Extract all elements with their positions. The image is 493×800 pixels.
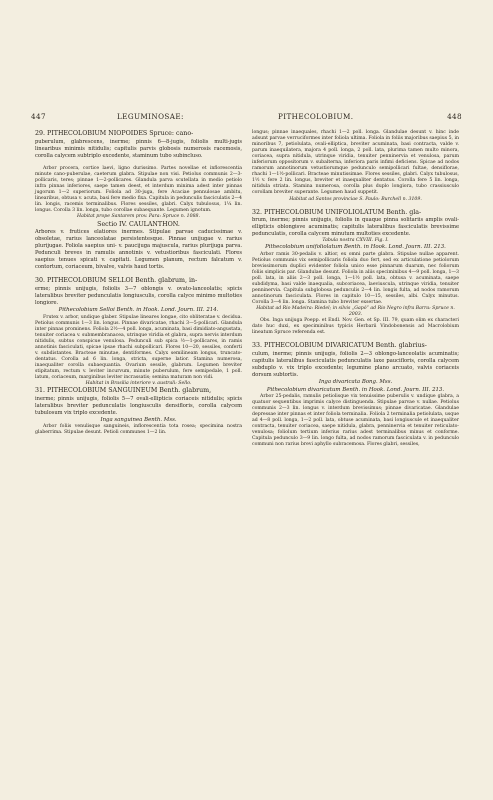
species-title: 30. PITHECOLOBIUM SELLOI Benth. glabrum, in- xyxy=(35,277,198,285)
running-header xyxy=(31,112,462,122)
running-title-left: LEGUMINOSAE: xyxy=(117,112,184,121)
species-title: 29. PITHECOLOBIUM NIOPOIDES Spruce: cano- xyxy=(35,130,194,137)
plate-reference: Tabula nostra CXVIII. Fig. I. xyxy=(322,238,389,244)
species-description-continued: longus; pinnae inaequales, rhachi 1—2 poll. longa. Glandulae desunt v. hinc inde adsunt parvae verruciformes inter foliola ultima. Foliola in foliis majoribus saepius 5, in minoribus 7, petiolulata, ovali-elliptica, breviter acuminata, basi contracta, valde v. parum inaequilatera, majora 4 poll. longa, 2 poll. lata, plurima tamen multo minora, coriacea, supra nitidula, utrinque viridia, tenuiter penninervia et venulosa, parum inferiorum oppositorum v. subalterna, inferiora paris infimi deficiens. Spicae ad nodos ramorum annotinorum vetustiorumque pedunculo semipollicari fultae, densiflorae, rhachi 1—1½-pollicari. Bracteae minutissimae. Flores sessiles, glabri. Calyx tubulosus, 1½ v. fere 2 lin. longus, breviter et inaequaliter dentatus. Corolla fere 5 lin. longa, nitidula striata. Stamina numerosa, corolla plus duplo longiora, tubo crassiusculo corollam breviter superante. Legumen haud suppetit. xyxy=(252,130,459,196)
species-description: Arbor foliis venulisque sanguineis, inflorescentia tota rosea; specimina nostra glaberrima. Stipulae desunt. Petioli communes 1—2 lin. xyxy=(35,424,242,436)
species-description: Arbor procera, cortice laevi, ligno durissimo. Partes novellae et inflorescentia minute cano-puberulae, caeterum glabra. Stipulae non visi. Petiolus communis 2—3-pollicaris, teres; pinnae 1—2-pollicares. Glandula parva scutellata in medio petiolo infra pinnas inferiores, saepe tamen deest, et interdum minima adest inter pinnas jugorum 1—2 superiorum. Foliola ad 30-juga, fere Acaciae pennulosae ambitu, linearibus, obtusa v. acuta, basi fere medio fixa. Capitula in pedunculis fasciculatis 2—4 lin. longis, racemis terminalibus. Flores sessiles, glabri. Calyx tubulosus, 1¼ lin. longus. Corolla 3 lin. longa, tubo corollae subaequante. Legumen ignotum. xyxy=(35,165,242,214)
left-column xyxy=(35,130,242,436)
species-diagnosis: erme; pinnis unijugis, foliolis 3—7 oblongis v. ovato-lanceolatis; spicis lateralibus breviter pedunculatis longiusculis, corolla calyce minimo multoties longiore. xyxy=(35,286,242,307)
habitat-note: Habitat in Brasilia interiore v. australi: Sello. xyxy=(85,381,192,387)
literature-reference: Inga sanguinea Benth. Mss. xyxy=(100,416,177,423)
literature-reference: Pithecolobium divaricatum Benth. in Hook. Lond. Journ. III. 213. xyxy=(266,386,445,393)
literature-reference: Pithecolobium Selloi Benth. in Hook. Lond. Journ. III. 214. xyxy=(58,307,219,314)
page-number-right: 448 xyxy=(447,112,462,121)
habitat-note: Habitat ad Santos provinciae S. Paulo: Burchell n. 3109. xyxy=(289,196,422,202)
observation-note: Obs. Inga unijuga Poepp. et Endl. Nov. Gen. et Sp. III. 79, quam olim ex characteri dato huc duxi, ex speciminibus typicis Herbarii Vindobonensis ad Macrolobium lineatum Spruce referenda est. xyxy=(252,318,459,336)
species-title: 33. PITHECOLOBIUM DIVARICATUM Benth. glabrius- xyxy=(252,342,427,350)
literature-reference: Inga divaricata Bong. Mss. xyxy=(318,379,393,386)
habitat-note: Habitat ad Rio Madeira: Riedel; in silvis „Gapó“ ad Rio Negro infra Barra: Spruce n. 2003. xyxy=(256,306,455,318)
species-description: Arbor ramis 30-pedalis v. altior, ex omni parte glabra. Stipulae nullae apparent. Petiolus communis vix semipollicaris foliola duo fert, sed ex articulatione petiolorum brevissimorum duplici evidenter foliola unico esse pinnarum duarum, nec foliorum foliis simplicis par. Glandulae desunt. Foliola in aliis speciminibus 4—9 poll. longa, 1—3 poll. lata, in aliis 2—3 poll. longa, 1—1½ poll. lata, obtusa v. acuminata, saepe subdidyma, basi valde inaequalia, subcoriacea, laeviuscula, utrinque viridia, tenuiter penninervia. Capitula subglobosa pedunculis 2—4 lin. longis fulta, ad nodos ramorum annotinorum fasciculata. Flores in capitulo 10—15, sessiles, albi. Calyx minutus. Corolla 3—4 lin. longa. Stamina tubo breviter exsertae. xyxy=(252,251,459,306)
section-diagnosis: Arbores v. frutices elatiores inermes. Stipulae parvae caducissimae v. obsoletae, rarius lanceolatae persistentesque. Pinnae unijugae v. rarius plurijugae. Foliola saepius uni- v. paucijuga majuscula, rarius plurijuga parva. Pedunculi breves in ramulis annotinis v. vetustioribus fasciculati. Flores saepius tenues spicati v. capitati. Legumen planum, rectum falcatum v. contortum, coriaceum, bivalve, valvis haud tortis. xyxy=(35,229,242,271)
habitat-note: Habitat prope Santarem prov. Para: Spruce n. 1088. xyxy=(77,214,200,220)
species-title: 31. PITHECOLOBIUM SANGUINEUM Benth. glabrum, xyxy=(35,387,212,395)
page-number-left: 447 xyxy=(31,112,46,121)
species-description: Arbor 25-pedalis, ramulis petiolisque vix tenuissime puberulis v. undique glabra, a quatuor sequentibus imprimis calyce distinguenda. Stipulae parvae v. nullae. Petiolus communis 2—3 lin. longus v. interdum brevissimus; pinnae divaricatae. Glandulae depressae inter pinnas et inter foliola terminalia. Foliola 2 terminalia petiolulata, usque ad 4—8 poll. longa, 1—2 poll. lata, obtuse acuminata, basi longiuscule et inaequaliter contracta, tenuiter coriacea, saepe nitidula, glabra, penninervia et tenuiter reticulato-venulosa; foliolum tertium inferius rarius adest terminalibus minus et conforme. Capitula pedunculo 3—9 lin. longo fulta, ad nodos ramorum fasciculata v. in pedunculo communi non rarius brevi aphyllo subracemosa. Flores glabri, sessiles, xyxy=(252,394,459,448)
section-title: Sectio IV. CAULANTHON. xyxy=(97,221,180,229)
species-description: Frutex v. arbor, undique glaber. Stipulae lineares longae, cito obliteratae v. decidua. Petiolus communis 1—3 lin. longus. Pinnae divaricatae, rhachi 3—5-pollicari. Glandula inter pinnas prominens. Foliola 2½—4 poll. longa, acuminata, basi dimidiato-angustata, tenuiter coriacea v. submembranacea, utrinque viridia et glabra, supra nervis interdum nitidulis, subtus conspicue venulosa. Pedunculi sub spica ½—1-pollicares, in ramis annotinis fasciculati, spicae ipsae rhachi subpollicari. Flores 10—20, sessiles, conferti v. subdistantes. Bracteae minutae, dentiformes. Calyx semilineam longus, truncato-dentatus. Corolla ad 6 lin. longa, stricta, superne latior. Stamina numerosa, inaequaliter corolla subaequantia. Ovarium sessile, glabrum. Legumen breviter stipitatum, rectum v. leviter incurvum, minute puberulum, fere semipedale, 1 poll. latum, coriaceum, marginibus leviter incrassatis; semina maturam non vidi. xyxy=(35,314,242,381)
species-diagnosis: puberulum, glabrescens, inerme; pinnis 6—8-jugis, foliolis multi-jugis linearibus minimis nitidulis; capitulis parvis globosis numerosis racemosis, corolla calycem subtriplo excedente, staminum tubo subincluso. xyxy=(35,138,242,159)
species-diagnosis: brum, inerme; pinnis unijugis, foliolis in quaque pinna solitariis amplis ovali-ellipticis oblongisve acuminatis; capitulis lateralibus fasciculatis brevissime pedunculatis, corolla calycem minutum multoties excedente. xyxy=(252,217,459,238)
running-title-right: PITHECOLOBIUM. xyxy=(278,112,354,121)
species-diagnosis: inerme; pinnis unijugis, foliolis 5—7 ovali-ellipticis coriaceis nitidulis; spicis lateralibus breviter pedunculatis longiusculis densifloris, corolla calycem tubulosum vix triplo excedente. xyxy=(35,395,242,416)
right-column xyxy=(252,130,459,448)
literature-reference: Pithecolobium unifoliolatum Benth. in Hook. Lond. Journ. III. 213. xyxy=(265,244,446,251)
species-title: 32. PITHECOLOBIUM UNIFOLIOLATUM Benth. gla- xyxy=(252,208,422,216)
species-diagnosis: culum, inerme; pinnis unijugis, foliolis 2—3 oblongo-lanceolatis acuminatis; capitulis lateralibus fasciculatis pedunculatis laxe paucifloris, corolla calycem subduplo v. vix triplo excedente; legumine plano arcuato, valvis coriaceis dorsum subtortis. xyxy=(252,351,459,379)
